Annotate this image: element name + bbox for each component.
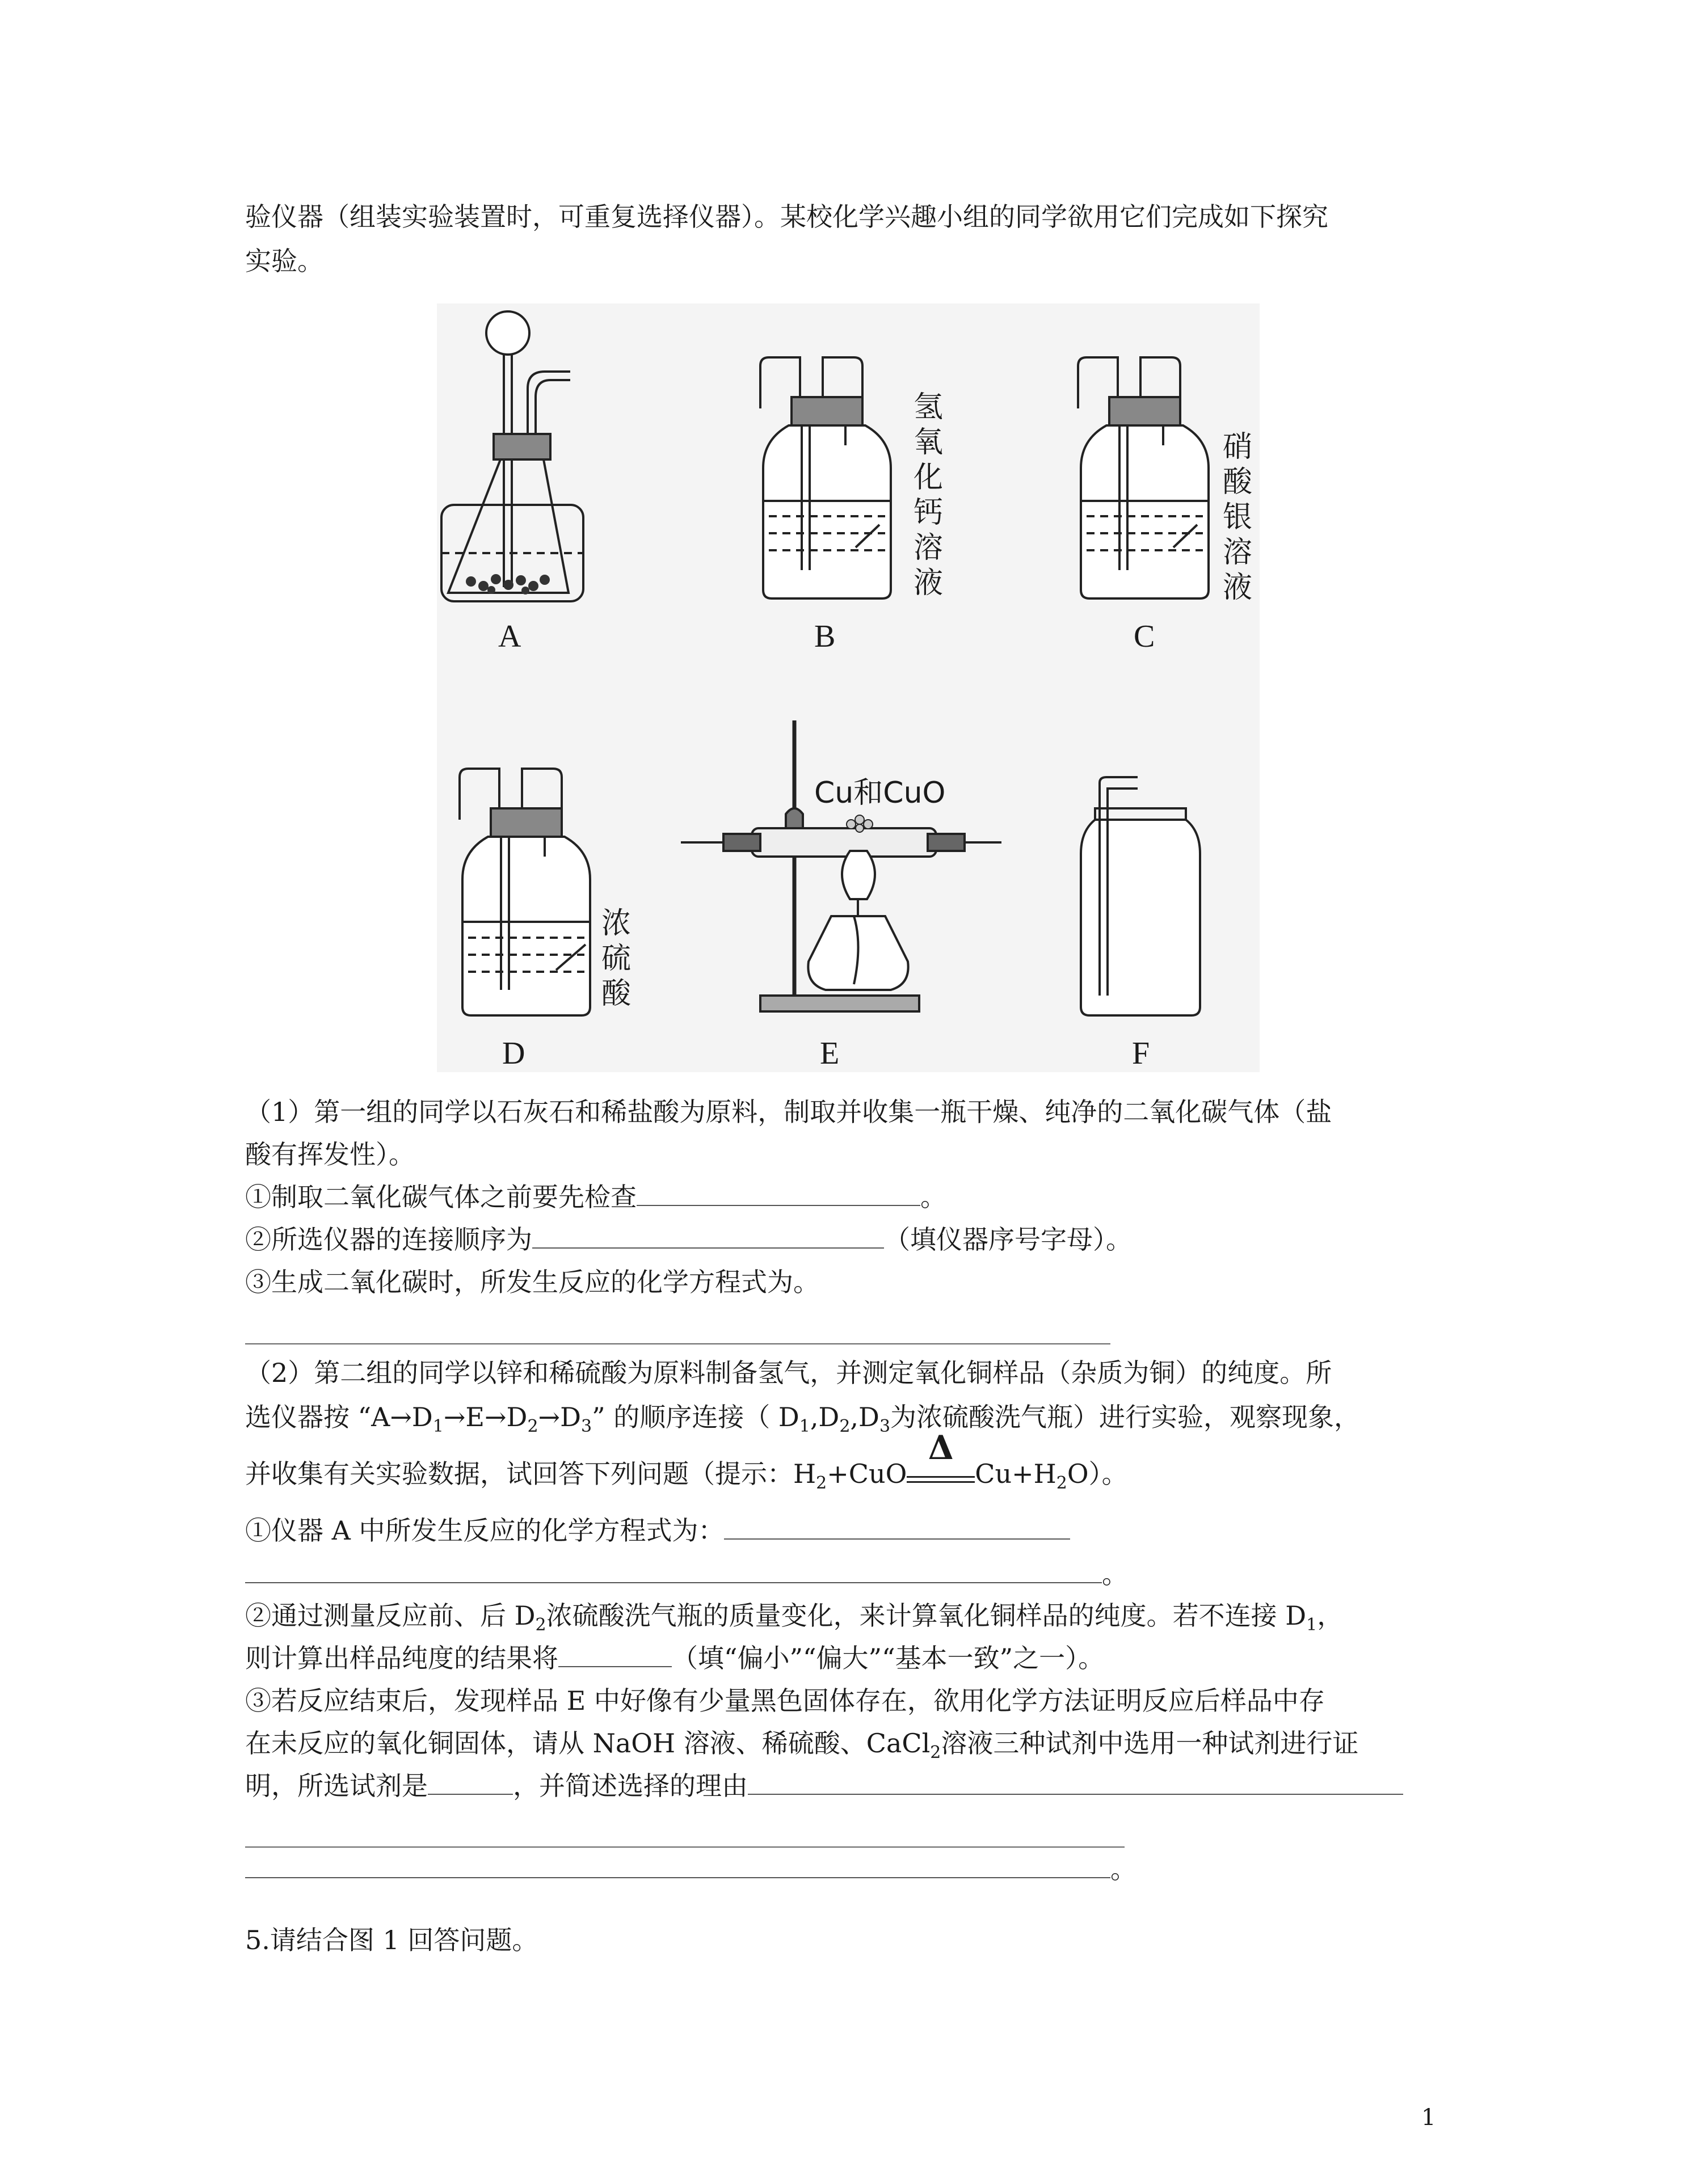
svg-text:溶: 溶 (1223, 536, 1253, 570)
answer-blank-order[interactable] (532, 1222, 884, 1249)
label-c-solution (1223, 430, 1253, 605)
q1-line-1: （1）第一组的同学以石灰石和稀盐酸为原料，制取并收集一瓶干燥、纯净的二氧化碳气体（盐 (245, 1097, 1332, 1127)
svg-text:溶: 溶 (914, 531, 944, 565)
svg-text:液: 液 (914, 566, 944, 600)
label-e: E (820, 1036, 840, 1071)
q2-step-1-cont: 。 (245, 1557, 1128, 1591)
q2-step-2-line-2: 则计算出样品纯度的结果将 （填“偏小”“偏大”“基本一致”之一）。 (245, 1641, 1104, 1675)
answer-line-reason-2[interactable] (245, 1846, 1125, 1848)
answer-blank-reaction-a[interactable] (724, 1513, 1070, 1540)
answer-blank-reagent[interactable] (428, 1769, 513, 1795)
q2-step-3-line-3: 明，所选试剂是 ，并简述选择的理由 (245, 1769, 1403, 1803)
q1-step-2: ②所选仪器的连接顺序为 （填仪器序号字母）。 (245, 1222, 1132, 1257)
svg-text:硫: 硫 (601, 942, 632, 976)
svg-text:化: 化 (914, 461, 944, 495)
q1-step-1: ①制取二氧化碳气体之前要先检查 。 (245, 1180, 946, 1214)
intro-line-2: 实验。 (245, 246, 323, 276)
q2-step-2-line-1: ②通过测量反应前、后 $D_2$浓硫酸洗气瓶的质量变化，来计算氧化铜样品的纯度。若不连接 $D_1$， (245, 1600, 1344, 1635)
svg-text:钙: 钙 (914, 496, 944, 530)
q2-line-1: （2）第二组的同学以锌和稀硫酸为原料制备氢气，并测定氧化铜样品（杂质为铜）的纯度。所 (245, 1357, 1332, 1388)
label-e-sample: Cu和CuO (814, 776, 946, 810)
q2-step-1: ①仪器 A 中所发生反应的化学方程式为： (245, 1513, 1070, 1548)
svg-text:氢: 氢 (914, 390, 944, 424)
label-a: A (498, 619, 521, 654)
svg-text:酸: 酸 (601, 977, 632, 1011)
answer-blank-reason[interactable] (748, 1769, 1403, 1795)
intro-line-1: 验仪器（组装实验装置时，可重复选择仪器）。某校化学兴趣小组的同学欲用它们完成如下探究 (245, 201, 1328, 232)
svg-text:液: 液 (1223, 571, 1253, 605)
label-d: D (502, 1036, 525, 1071)
apparatus-figure (437, 303, 1260, 1072)
label-b: B (814, 619, 836, 654)
q2-step-3-line-2: 在未反应的氧化铜固体，请从 NaOH 溶液、稀硫酸、CaCl$_2$溶液三种试剂中选用一种试剂进行证 (245, 1728, 1359, 1763)
page-number: 1 (1421, 2105, 1436, 2131)
label-d-solution (601, 907, 632, 1011)
q2-step-3-end: 。 (245, 1852, 1136, 1886)
q1-step-3: ③生成二氧化碳时，所发生反应的化学方程式为。 (245, 1267, 819, 1297)
q1-line-2: 酸有挥发性）。 (245, 1139, 415, 1170)
answer-blank-reason-3[interactable] (245, 1852, 1110, 1878)
answer-line-equation-1[interactable] (245, 1343, 1110, 1344)
q2-step-3-line-1: ③若反应结束后，发现样品 E 中好像有少量黑色固体存在，欲用化学方法证明反应后样品中存 (245, 1685, 1325, 1716)
answer-blank-purity[interactable] (558, 1641, 672, 1667)
q2-line-2: 选仪器按 “$A\to D_1\to E\to D_2\to D_3$” 的顺序连接（ $D_1,D_2,D_3$为浓硫酸洗气瓶）进行实验，观察现象， (245, 1402, 1361, 1437)
q2-line-3: 并收集有关实验数据，试回答下列问题（提示：$H_2+CuO$ Δ $Cu+H_2O$）。 (245, 1428, 1128, 1494)
svg-text:银: 银 (1223, 500, 1253, 534)
answer-blank-check[interactable] (637, 1180, 920, 1206)
svg-text:酸: 酸 (1223, 465, 1253, 499)
label-f: F (1132, 1036, 1150, 1071)
heat-condition: Δ (907, 1460, 975, 1483)
svg-text:氧: 氧 (914, 425, 944, 459)
svg-text:浓: 浓 (601, 907, 632, 941)
svg-text:硝: 硝 (1223, 430, 1253, 464)
q5-heading: 5.请结合图 1 回答问题。 (245, 1925, 538, 1955)
answer-blank-reaction-a-cont[interactable] (245, 1557, 1102, 1583)
label-c: C (1134, 619, 1155, 654)
